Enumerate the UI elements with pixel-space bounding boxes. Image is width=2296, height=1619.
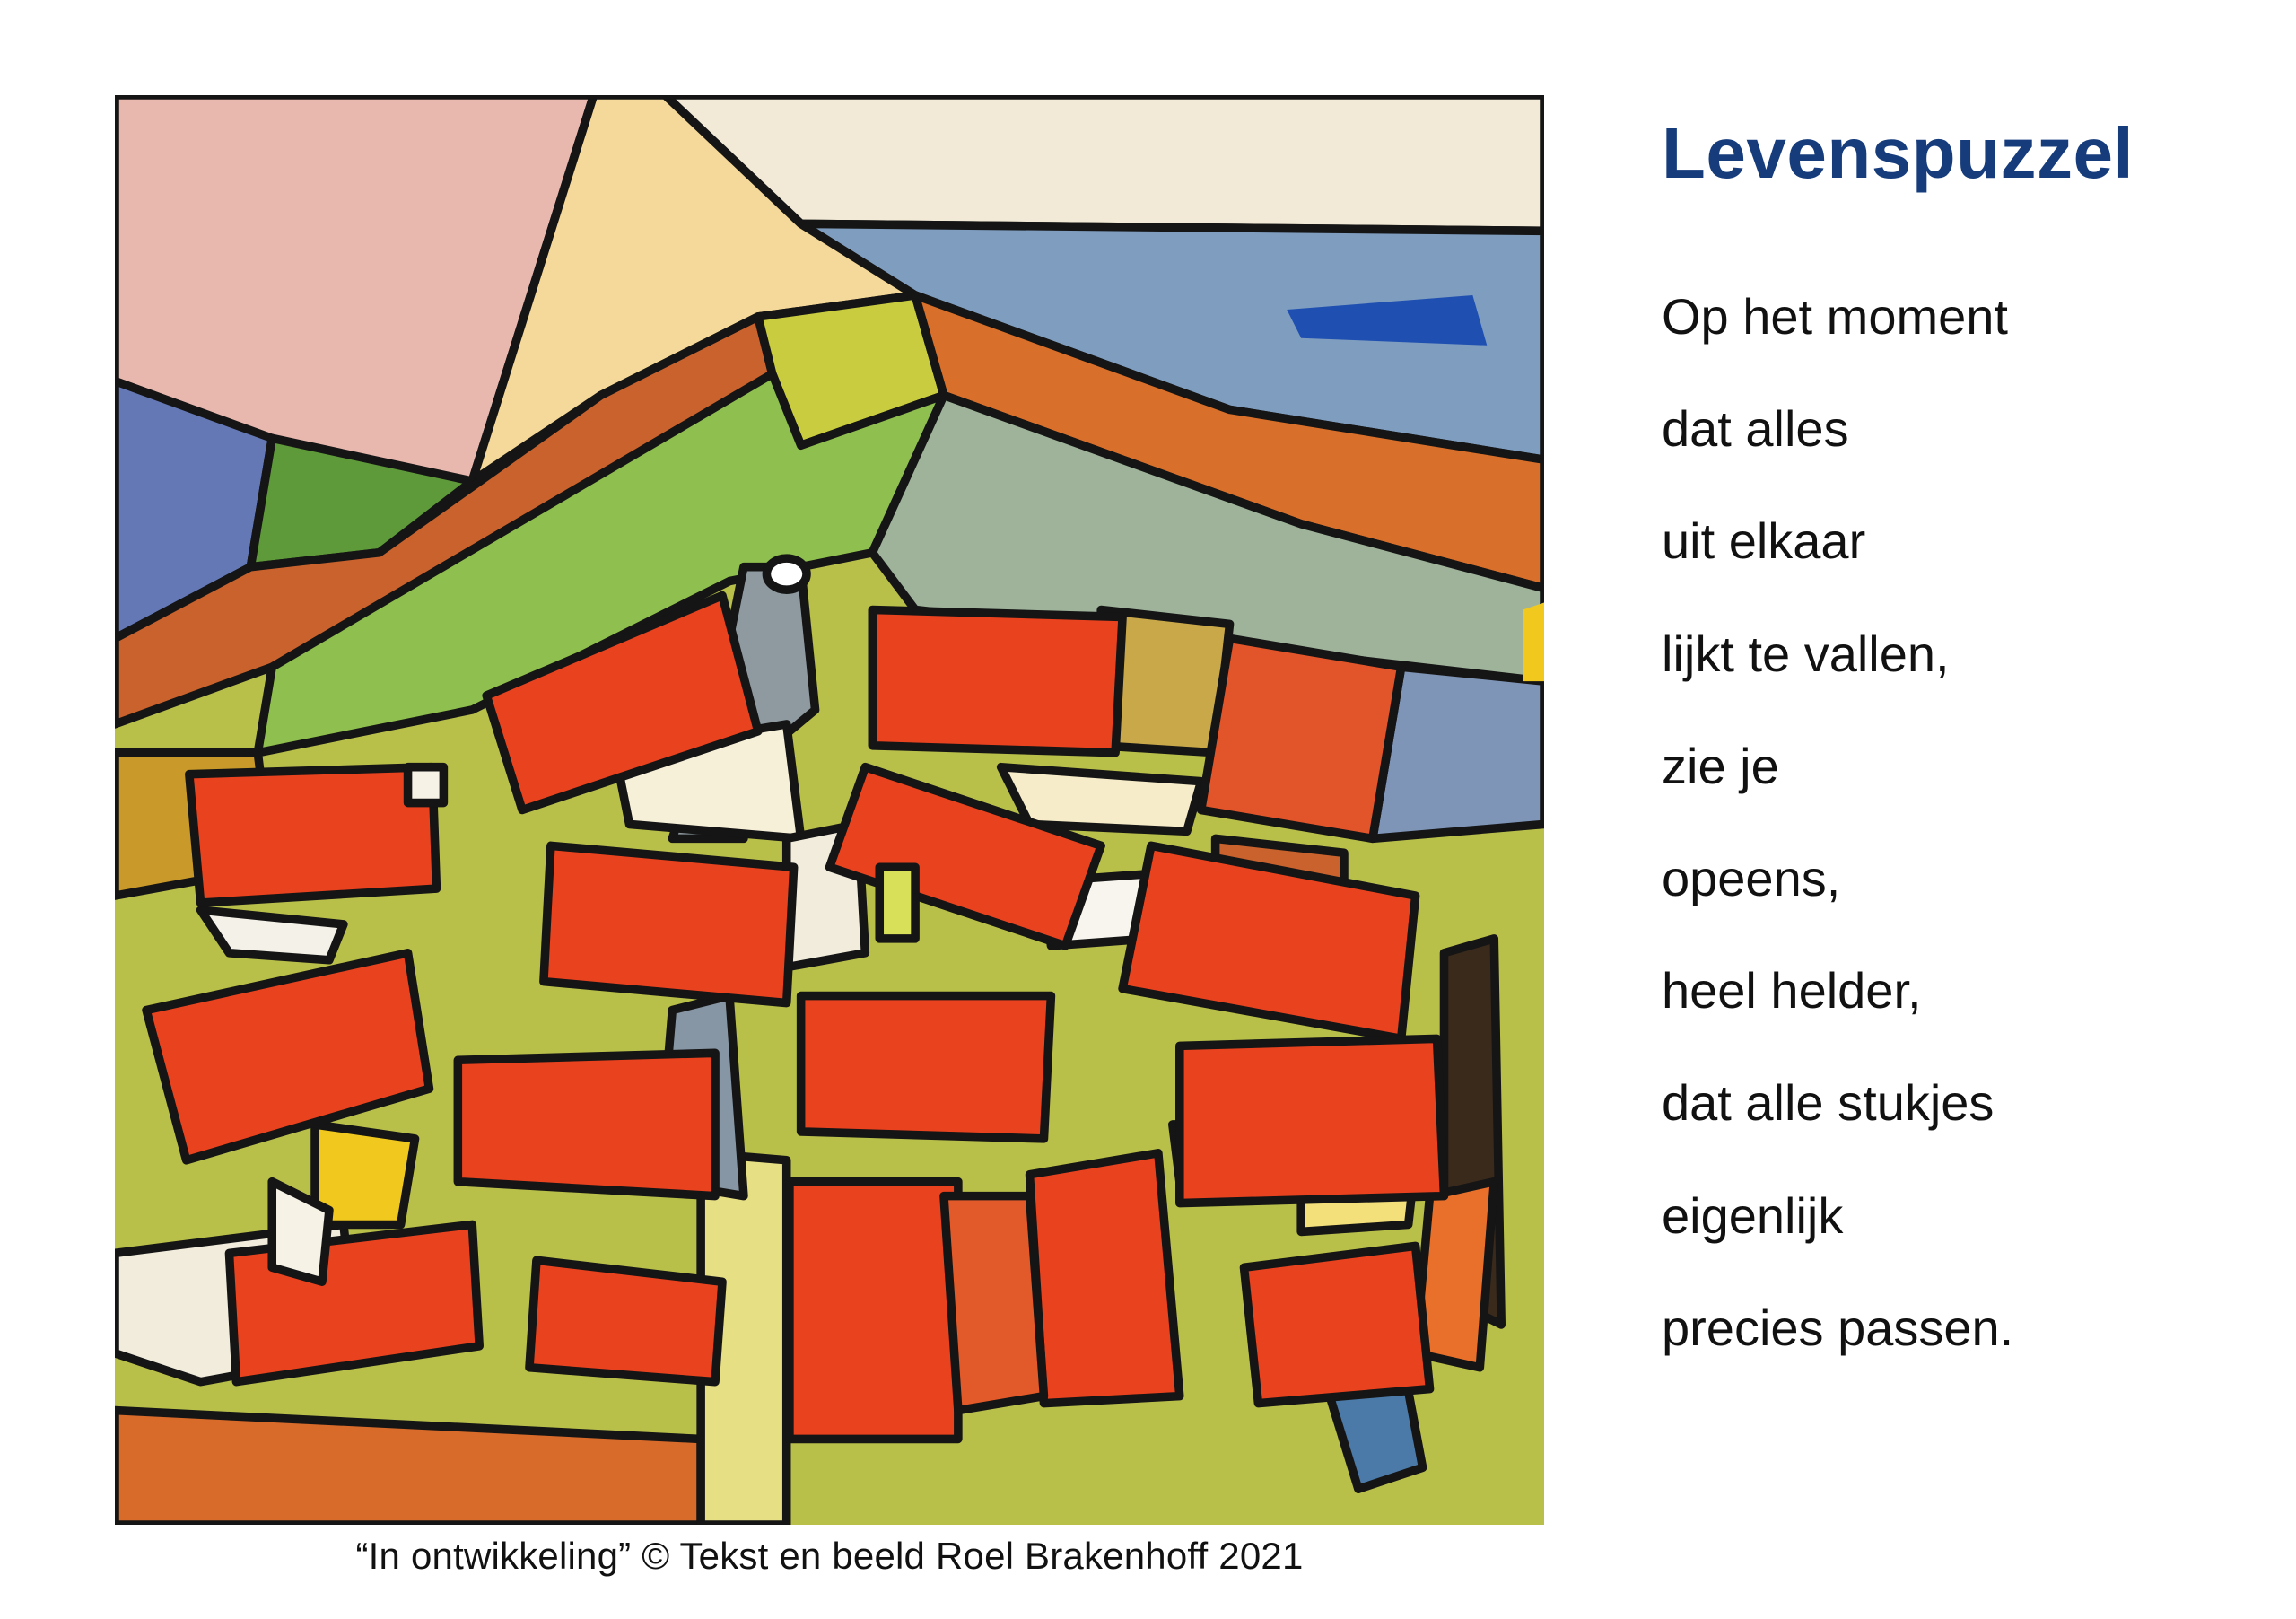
painting-caption: “In ontwikkeling” © Tekst en beeld Roel Brakenhoff 2021 <box>355 1535 1304 1577</box>
poem-line: zie je <box>1662 737 1779 794</box>
poem-line: uit elkaar <box>1662 512 1866 570</box>
poem-line: dat alles <box>1662 400 1849 458</box>
poem-text <box>1662 285 2013 1409</box>
poem-line: lijkt te vallen, <box>1662 625 1950 682</box>
poem-title: Levenspuzzel <box>1662 113 2134 193</box>
poem-line: heel helder, <box>1662 962 1922 1020</box>
poem-line: opeens, <box>1662 849 1841 906</box>
poem-line: dat alle stukjes <box>1662 1074 1995 1132</box>
poem-line: precies passen. <box>1662 1299 2014 1356</box>
poem-line: eigenlijk <box>1662 1186 1844 1244</box>
painting <box>115 95 1544 1525</box>
painting-artwork <box>115 95 1544 1525</box>
poem-line: Op het moment <box>1662 288 2008 345</box>
